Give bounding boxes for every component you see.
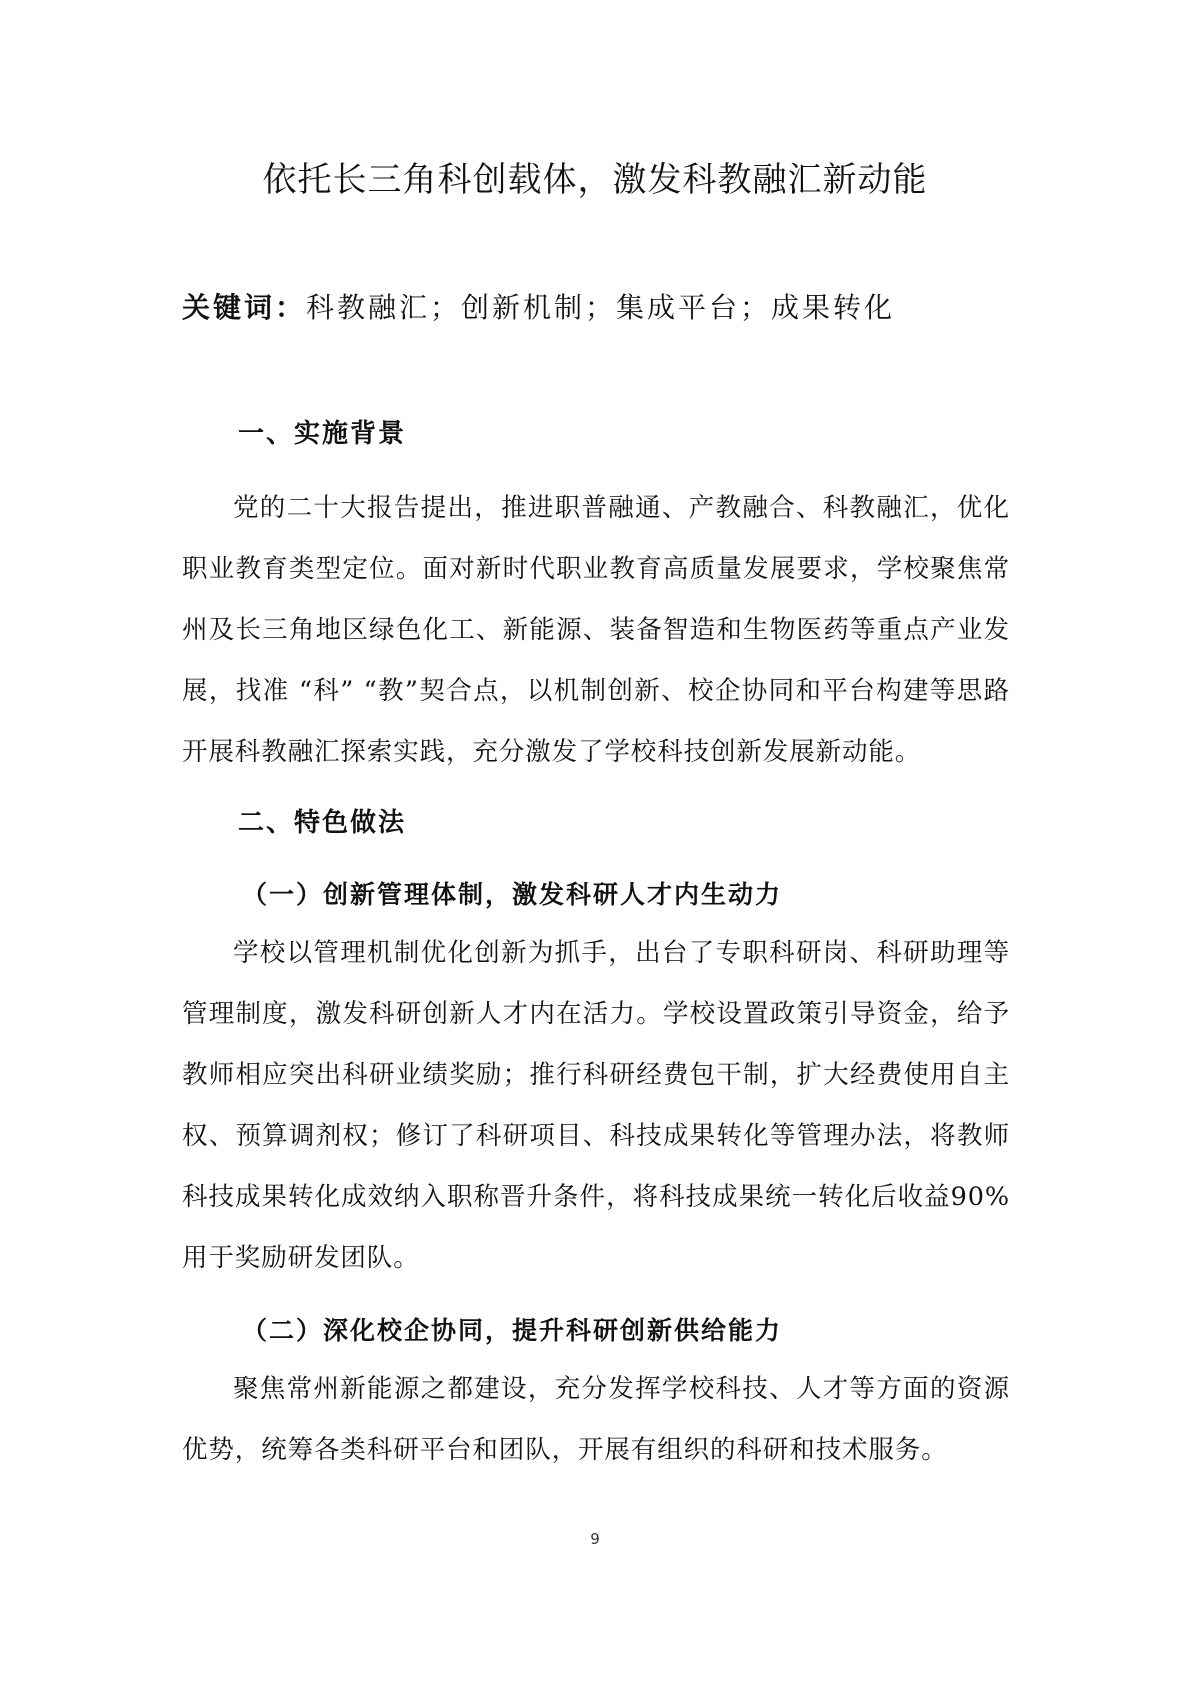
subsection-paragraph-management: 学校以管理机制优化创新为抓手，出台了专职科研岗、科研助理等管理制度，激发科研创新人才内在活力。学校设置政策引导资金，给予教师相应突出科研业绩奖励；推行科研经费包干制，扩大经费使用自主权、预算调剂权；修订了科研项目、科技成果转化等管理办法，将教师科技成果转化成效纳入职称晋升条件，将科技成果统一转化后收益90%用于奖励研发团队。 [182,938,1010,1273]
page-number: 9 [590,1530,600,1548]
keywords-label: 关键词： [182,291,307,324]
document-body [182,408,1010,1481]
subsection-heading-management: （一）创新管理体制，激发科研人才内生动力 [242,880,783,909]
subsection-paragraph-cooperation: 聚焦常州新能源之都建设，充分发挥学校科技、人才等方面的资源优势，统筹各类科研平台和团队，开展有组织的科研和技术服务。 [182,1374,1010,1465]
section-heading-background: 一、实施背景 [238,419,407,449]
section-heading-practices: 二、特色做法 [238,808,407,838]
keywords-line [182,286,895,326]
keywords-value: 科教融汇；创新机制；集成平台；成果转化 [306,291,896,324]
section-paragraph-background: 党的二十大报告提出，推进职普融通、产教融合、科教融汇，优化职业教育类型定位。面对新时代职业教育高质量发展要求，学校聚焦常州及长三角地区绿色化工、新能源、装备智造和生物医药等重点产业发展，找准 “科” “教”契合点，以机制创新、校企协同和平台构建等思路开展科教融汇探索实践，充分激发了学校科技创新发展新动能。 [182,493,1010,767]
document-title: 依托长三角科创载体，激发科教融汇新动能 [262,160,928,200]
subsection-heading-cooperation: （二）深化校企协同，提升科研创新供给能力 [242,1316,783,1345]
